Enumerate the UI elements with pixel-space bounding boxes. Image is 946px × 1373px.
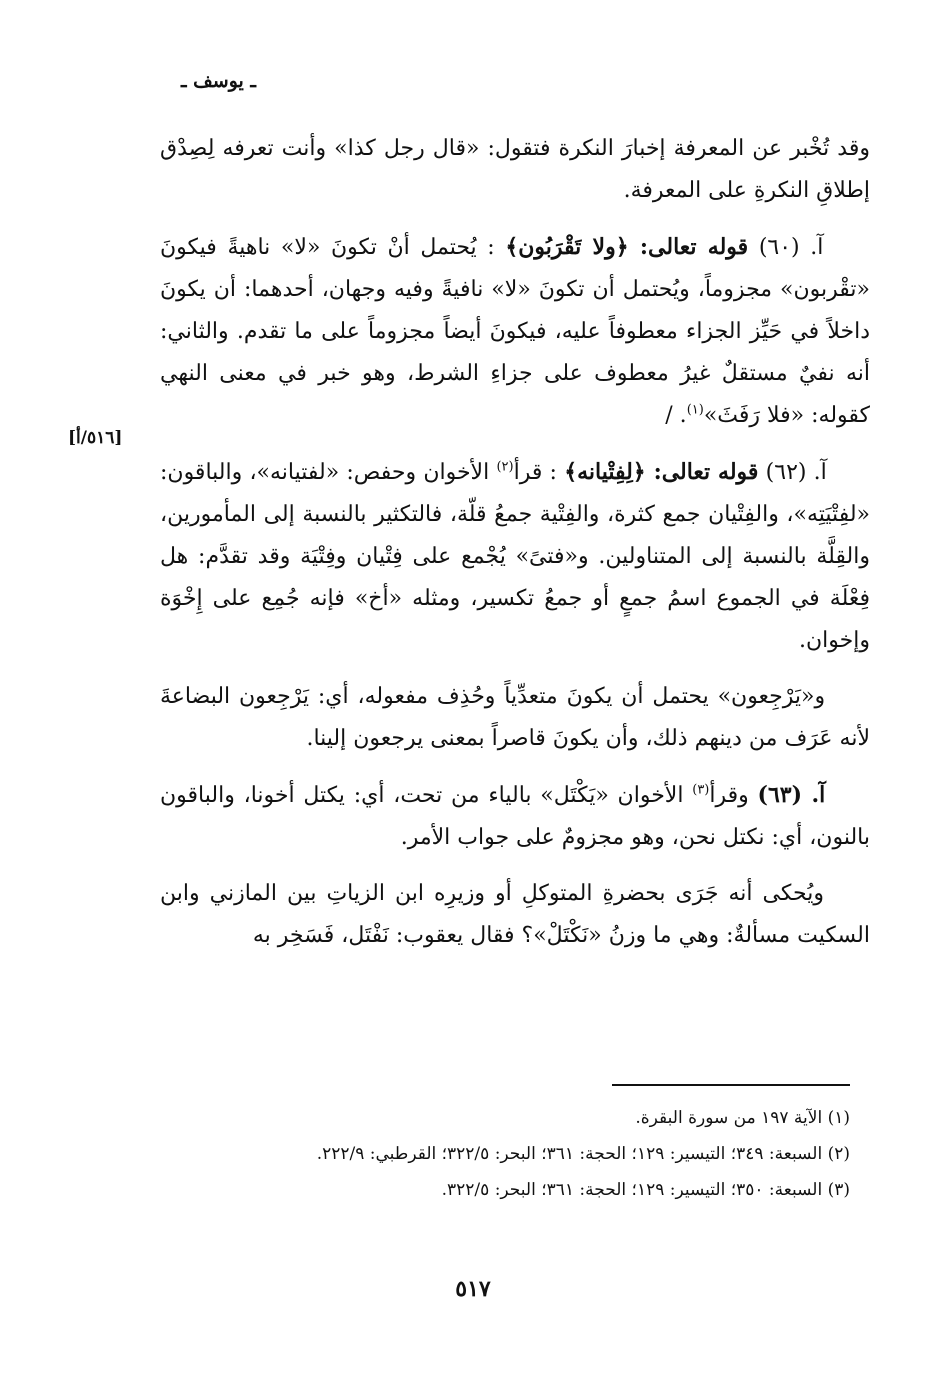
paragraph-5-text-b: الأخوان «يَكْتَل» بالياء من تحت، أي: يكتل أخونا، والباقون بالنون، أي: نكتل نحن، وهو مجزومٌ على جواب الأمر. (160, 783, 870, 850)
paragraph-6 (160, 873, 870, 957)
paragraph-5-text-a: وقرأ (709, 783, 758, 808)
footnote-ref-3[interactable]: (٣) (692, 782, 710, 798)
paragraph-2-text: : يُحتمل أنْ تكونَ «لا» ناهيةً فيكونَ «تقْربون» مجزوماً، ويُحتمل أن تكونَ «لا» نافيةً وفيه وجهان، أحدهما: أن يكونَ داخلاً في حَيِّز الجزاء معطوفاً عليه، فيكونَ أيضاً مجزوماً على ما تقدم. والثاني: أنه نفيٌ مستقلٌ غيرُ معطوف على جزاءِ الشرط، وهو خبر في معنى النهي كقوله: «فلا رَفَثَ» (160, 235, 870, 428)
verse-heading: قوله تعالى: ﴿لِفِتْيانه﴾ (564, 459, 759, 485)
paragraph-3-text-b: الأخوان وحفص: «لفتيانه»، والباقون: «لفِتْيَتِه»، والفِتْيان جمع كثرة، والفِتْية جمعُ قلّة، فالتكثير بالنسبة إلى المأمورين، والقِلَّة بالنسبة إلى المتناولين. و«فتىً» يُجْمع على فِتْيان وفِتْيَة وقد تقدَّم: هل فِعْلَة في الجموع اسمُ جمعٍ أو جمعُ تكسير، ومثله «أخ» فإنه جُمِع على إِخْوَة وإخوان. (160, 460, 870, 653)
footnotes (160, 1100, 850, 1208)
paragraph-1 (160, 128, 870, 212)
manuscript-folio-note: [٥١٦/أ] (68, 428, 123, 448)
footnote-2: (٢) السبعة: ٣٤٩؛ التيسير: ١٢٩؛ الحجة: ٣٦١؛ البحر: ٣٢٢/٥؛ القرطبي: ٢٢٢/٩. (316, 1144, 850, 1164)
paragraph-2-tail: . / (665, 403, 687, 428)
footnote-1: (١) الآية ١٩٧ من سورة البقرة. (635, 1108, 850, 1128)
verse-marker: آ. (٦٣) (757, 782, 826, 808)
footnote-divider (612, 1084, 850, 1086)
paragraph-3-text-a: : قرأ (513, 460, 557, 485)
verse-marker: آ. (٦٢) (765, 460, 827, 485)
paragraph-4-text: و«يَرْجِعون» يحتمل أن يكونَ متعدِّياً وحُذِف مفعوله، أي: يَرْجِعون البضاعةَ لأنه عَرَف من دينهم ذلك، وأن يكونَ قاصراً بمعنى يرجعون إلينا. (160, 684, 870, 751)
footnote-ref-1[interactable]: (١) (686, 402, 704, 418)
paragraph-1-text: وقد تُخْبر عن المعرفة إخبارَ النكرة فتقول: «قال رجل كذا» وأنت تعرفه لِصِدْق إطلاقِ النكرةِ على المعرفة. (160, 136, 870, 203)
running-header: ـ يوسف ـ (180, 70, 256, 92)
paragraph-3 (160, 451, 870, 662)
verse-heading: قوله تعالى: ﴿ولا تَقْرَبُون﴾ (505, 234, 749, 260)
paragraph-6-text: ويُحكى أنه جَرَى بحضرةِ المتوكلِ أو وزيرِه ابن الزياتِ بين المازني وابن السكيت مسألةٌ: وهي ما وزنُ «نَكْتَلْ»؟ فقال يعقوب: نَفْتَل، فَسَخِر به (160, 881, 870, 948)
paragraph-2 (160, 226, 870, 437)
page-number: ٥١٧ (455, 1276, 491, 1302)
paragraph-4 (160, 676, 870, 760)
footnote-3: (٣) السبعة: ٣٥٠؛ التيسير: ١٢٩؛ الحجة: ٣٦١؛ البحر: ٣٢٢/٥. (441, 1180, 850, 1200)
paragraph-5 (160, 774, 870, 859)
footnote-ref-2[interactable]: (٢) (496, 459, 514, 475)
main-text (160, 128, 870, 971)
verse-marker: آ. (٦٠) (758, 235, 824, 260)
